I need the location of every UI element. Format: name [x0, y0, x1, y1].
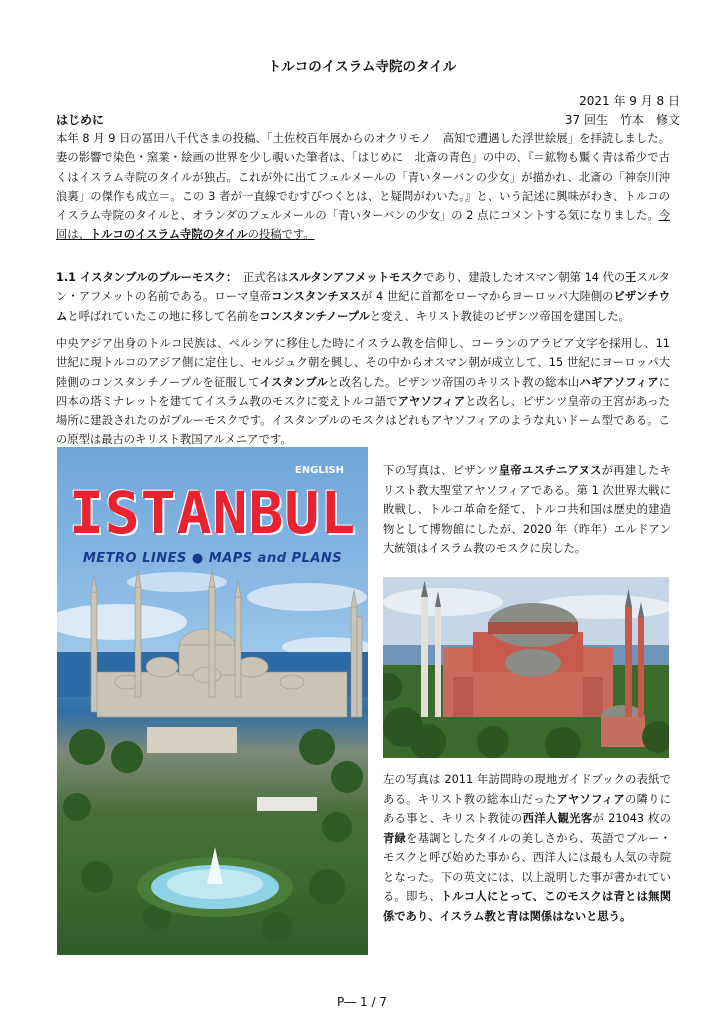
- book-title: ISTANBUL: [68, 479, 357, 547]
- book-subtitle: METRO LINES ● MAPS and PLANS: [82, 551, 343, 566]
- hagia-sophia-photo: [383, 577, 669, 758]
- date: 2021 年 9 月 8 日: [579, 94, 680, 108]
- intro-text: 本年 8 月 9 日の冨田八千代さまの投稿、「土佐校百年展からのオクリモノ 高知で遭遇した浮世絵展」を拝読しました。妻の影響で染色・窯業・絵画の世界を少し覗いた筆者は、「はじめに 北斎の青色」の中の、『＝鉱物も黶く青は希少で古くはイスラム寺院のタイルが独占。これが外に出てフェルメールの「青いターバンの少女」が描かれ、北斎の「神奈川沖浪裏」の傑作も成立＝。この 3 者が一直線でむすびつくとは、と疑問がわいた。』と、いう記述に興味がわき、トルコのイスラム寺院のタイルと、オランダのフェルメールの「青いターバンの少女」の 2 点にコメントする気になりました。: [56, 132, 670, 223]
- guidebook-caption: 左の写真は 2011 年訪問時の現地ガイドブックの表紙である。キリスト教の総本山だったアヤソフィアの隣りにある事と、キリスト教徒の西洋人観光客が 21043 枚の青緑を基調としたタイルの美しさから、英語でブルー・モスクと呼び始めた事から、西洋人には最も人気の寺院となった。下の英文には、以上説明した事が書かれている。即ち、トルコ人にとって、このモスクは青とは無関係であり、イスラム教と青は関係はないと思う。: [383, 773, 671, 923]
- intro-topic-underlined: 今回は、トルコのイスラム寺院のタイルの投稿です。: [56, 209, 670, 242]
- page-number: P― 1 / 7: [337, 995, 387, 1009]
- guidebook-cover-photo: [57, 447, 368, 955]
- intro-paragraph: [56, 129, 670, 245]
- document-title: トルコのイスラム寺院のタイル: [267, 59, 457, 75]
- author: 37 回生 竹本 修文: [564, 113, 680, 127]
- hagia-sophia-caption: 下の写真は、ビザンツ皇帝ユスチニアヌスが再建したキリスト教大聖堂アヤソフィアである。第 1 次世界大戦に敗戦し、トルコ革命を経て、トルコ共和国は歴史的建造物として博物館にしたが、2020 年（昨年）エルドアン大統領はイスラム教のモスクに戻した。: [383, 464, 671, 555]
- section-blue-mosque: 1.1 イスタンブルのブルーモスク： 正式名はスルタンアフメットモスクであり、建設したオスマン朝第 14 代の王スルタン・アフメットの名前である。ローマ皇帝コンスタンチヌスが 4 世紀に首都をローマからヨーロッパ大陸側のビザンチウムと呼ばれていたこの地に移して名前をコンスタンチノープルと変え、キリスト教徒のビザンツ帝国を建国した。: [56, 271, 670, 323]
- section-heading: 1.1 イスタンブルのブルーモスク：: [56, 271, 232, 284]
- history-paragraph: 中央アジア出身のトルコ民族は、ペルシアに移住した時にイスラム教を信仰し、コーランのアラビア文字を採用し、11 世紀に現トルコのアジア側に定住し、セルジュク朝を興し、その中からオスマン朝が成立して、15 世紀にヨーロッパ大陸側のコンスタンチノープルを征服してイスタンブルと改名した。ビザンツ帝国のキリスト教の総本山ハギアソフィアに四本の塔ミナレットを建ててイスラム教のモスクに変えトルコ語でアヤソフィアと改名し、ビザンツ皇帝の王宮があった場所に建設されたのがブルーモスクです。イスタンブルのモスクはどれもアヤソフィアのような丸いドーム型である。この原型は最古のキリスト教国アルメニアです。: [56, 337, 670, 447]
- book-english-label: ENGLISH: [294, 465, 344, 476]
- hagia-sophia-illustration: [383, 577, 669, 758]
- intro-heading: はじめに: [56, 113, 105, 127]
